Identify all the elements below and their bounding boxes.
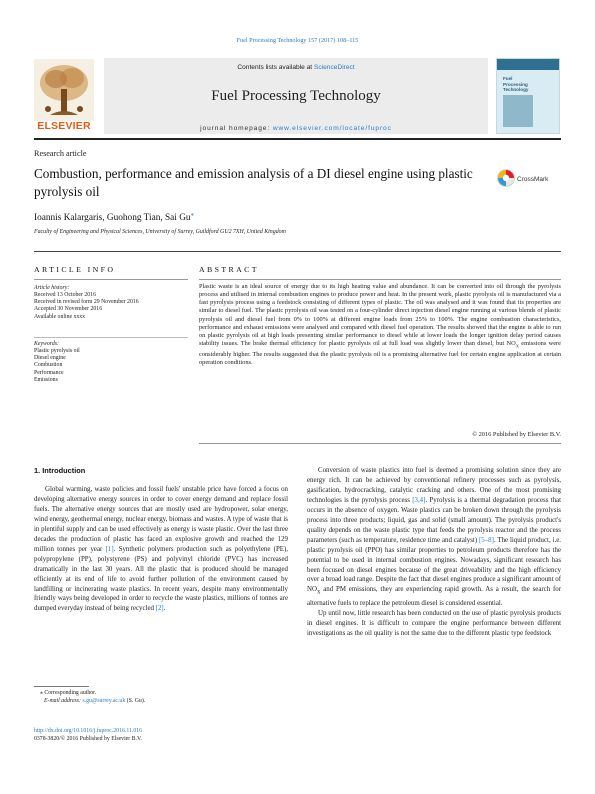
history-item: Received in revised form 29 November 2016 [34, 299, 139, 306]
intro-paragraph-2: Conversion of waste plastics into fuel is deemed a promising solution since they are energy rich. It can be achieved by conventional refinery processes such as pyrolysis, gasification, hydrocracking, catalytic cracking and others. One of the most promising technologies is the pyrolysis process [3,4]. Pyrolysis is a thermal degradation process that occurs in the absence of oxygen. Waste plastics can be broken down through the pyrolysis process into three products; liquid, gas and solid (small amount). The pyrolysis product's quality depends on the waste plastic type that feeds the pyrolysis reactor and the process parameters (such as temperature, residence time and catalyst) [5–8]. The liquid product, i.e. plastic pyrolysis oil (PPO) has similar properties to petroleum products therefore has the potential to be used in internal combustion engines. Nowadays, significant research has been focused on diesel engines because of the great driveability and the high efficiency over a broad load range. Despite the fact that diesel engines produce a significant amount of $NO_X$ and PM emissions, they are experiencing rapid growth. As a result, the search for alternative fuels to replace the petroleum diesel is considered essential. [307, 467, 561, 607]
article-title: Combustion, performance and emission analysis of a DI diesel engine using plastic pyrolysis oil [34, 166, 473, 199]
email-link[interactable]: s.gu@surrey.ac.uk [82, 698, 126, 704]
body-column-right [307, 466, 561, 639]
keyword-item: Combustion [34, 362, 63, 369]
elsevier-tree-logo-icon [34, 59, 94, 121]
header-rule [34, 138, 561, 140]
body-column-left [34, 485, 288, 614]
author-list [34, 210, 194, 223]
abstract-heading: ABSTRACT [199, 265, 259, 274]
email-suffix: (S. Gu). [125, 698, 146, 704]
keyword-item: Performance [34, 369, 64, 376]
article-type: Research article [34, 149, 87, 158]
cover-title-line2: Processing [503, 81, 528, 87]
corresponding-author-mark[interactable]: ⁎ [190, 211, 194, 218]
contents-line [104, 64, 488, 71]
homepage-link[interactable]: www.elsevier.com/locate/fuproc [272, 125, 392, 132]
footnote-rule [34, 686, 89, 687]
citation-link[interactable]: [3,4] [412, 496, 426, 504]
cover-image [503, 95, 533, 127]
crossmark-label: CrossMark [517, 176, 549, 183]
journal-cover-thumbnail[interactable] [496, 58, 560, 134]
history-item: Available online xxxx [34, 313, 86, 320]
journal-homepage-line [104, 125, 488, 132]
authors-text: Ioannis Kalargaris, Guohong Tian, Sai Gu [34, 213, 191, 224]
nox-subscript: X [515, 343, 519, 349]
abstract-rule [199, 279, 561, 280]
history-item: Accepted 30 November 2016 [34, 306, 103, 313]
article-info-heading: ARTICLE INFO [34, 265, 116, 274]
citation-link[interactable]: [2] [155, 605, 164, 613]
cover-title [503, 76, 528, 93]
citation-link[interactable]: [5–8] [479, 536, 494, 544]
intro-paragraph-1: Global warming, waste policies and fossil fuels' unstable price have forced a focus on developing alternative energy sources in order to cover energy demand and replace fossil fuels. The alternative energy sources that are mostly used are hydropower, solar energy, wind energy, geothermal energy, nuclear energy, biomass and wastes. A type of waste that is in plentiful supply and can be used effectively as energy is waste plastic. Over the last three decades the production of plastic has faced an explosive growth and reached the 129 million tonnes per year [1]. Synthetic polymers production such as polyethylene (PE), polypropylene (PP), polystyrene (PS) and polyvinyl chloride (PVC) has increased dramatically in the last 30 years. All the plastic that is produced should be managed efficiently at its end of life to avoid further pollution of the environment caused by landfilling or incinerating waste plastics. In recent years, despite many environmentally friendly ways being developed in order to recycle the waste plastics, millions of tonnes are dumped everyday instead of being recycled [2]. [34, 486, 289, 613]
cover-title-line3: Technology [503, 87, 529, 93]
journal-reference[interactable]: Fuel Processing Technology 157 (2017) 108–115 [236, 37, 359, 44]
keyword-item: Plastic pyrolysis oil [34, 348, 80, 354]
abstract-copyright: © 2016 Published by Elsevier B.V. [472, 431, 561, 438]
email-label: E-mail address: [44, 698, 81, 704]
cover-title-line1: Fuel [503, 76, 513, 81]
keyword-item: Emissions [34, 376, 58, 383]
history-label: Article history: [34, 285, 70, 291]
journal-name: Fuel Processing Technology [211, 88, 381, 104]
history-item: Received 13 October 2016 [34, 292, 96, 298]
email-note [44, 698, 145, 704]
homepage-prefix: journal homepage: [200, 125, 271, 132]
elsevier-wordmark: ELSEVIER [37, 120, 91, 132]
intro-paragraph-3: Up until now, little research has been conducted on the use of plastic pyrolysis products in diesel engines. It is difficult to compare the engine performance between different investigations as the oil quality is not the same due to the different plastic type feedstock [307, 609, 561, 637]
keyword-item: Diesel engine [34, 355, 66, 362]
contents-prefix: Contents lists available at [237, 64, 313, 71]
doi-link[interactable]: http://dx.doi.org/10.1016/j.fuproc.2016.11.016 [34, 728, 143, 734]
sciencedirect-link[interactable]: ScienceDirect [313, 64, 355, 71]
keywords-label: Keywords: [34, 341, 59, 347]
crossmark-badge-icon[interactable] [497, 168, 561, 188]
issn-copyright: 0378-3820/© 2016 Published by Elsevier B.V. [34, 736, 142, 742]
keywords-list [34, 348, 188, 384]
history-list [34, 292, 188, 321]
affiliation: Faculty of Engineering and Physical Sciences, University of Surrey, Guildford GU2 7XH, United Kingdom [34, 229, 286, 235]
abstract-text [199, 283, 561, 367]
abstract-part-2: emissions were considerably higher. The results suggested that the plastic pyrolysis oil is a promising alternative fuel for certain engine application at certain operation conditions. [199, 340, 561, 366]
abstract-bottom-rule [199, 443, 561, 444]
subscript: X [316, 590, 321, 596]
corresponding-author-note: ⁎ Corresponding author. [40, 690, 97, 696]
article-info-divider [34, 337, 188, 338]
citation-link[interactable]: [1] [105, 545, 114, 553]
introduction-heading: 1. Introduction [34, 466, 86, 475]
section-rule [34, 251, 561, 252]
abstract-part-1: Plastic waste is an ideal source of energy due to its high heating value and abundance. It can be converted into oil through the pyrolysis process and utilised in internal combustion engines to produce power and heat. In the present work, plastic pyrolysis oil is manufactured via a fast pyrolysis process using a feedstock consisting of different types of plastic. The oil was analysed and it was found that its properties are similar to diesel fuel. The plastic pyrolysis oil was tested on a four-cylinder direct injection diesel engine running at various blends of plastic pyrolysis oil and diesel fuel from 0% to 100% at different engine loads from 25% to 100%. The engine combustion characteristics, performance and exhaust emissions were analysed and compared with diesel fuel operation. The results showed that the engine is able to run on plastic pyrolysis oil at high loads presenting similar performance to diesel while at lower loads the longer ignition delay period causes stability issues. The brake thermal efficiency for plastic pyrolysis oil at full load was slightly lower than diesel, but NO [199, 283, 561, 348]
article-info-rule [34, 279, 188, 280]
